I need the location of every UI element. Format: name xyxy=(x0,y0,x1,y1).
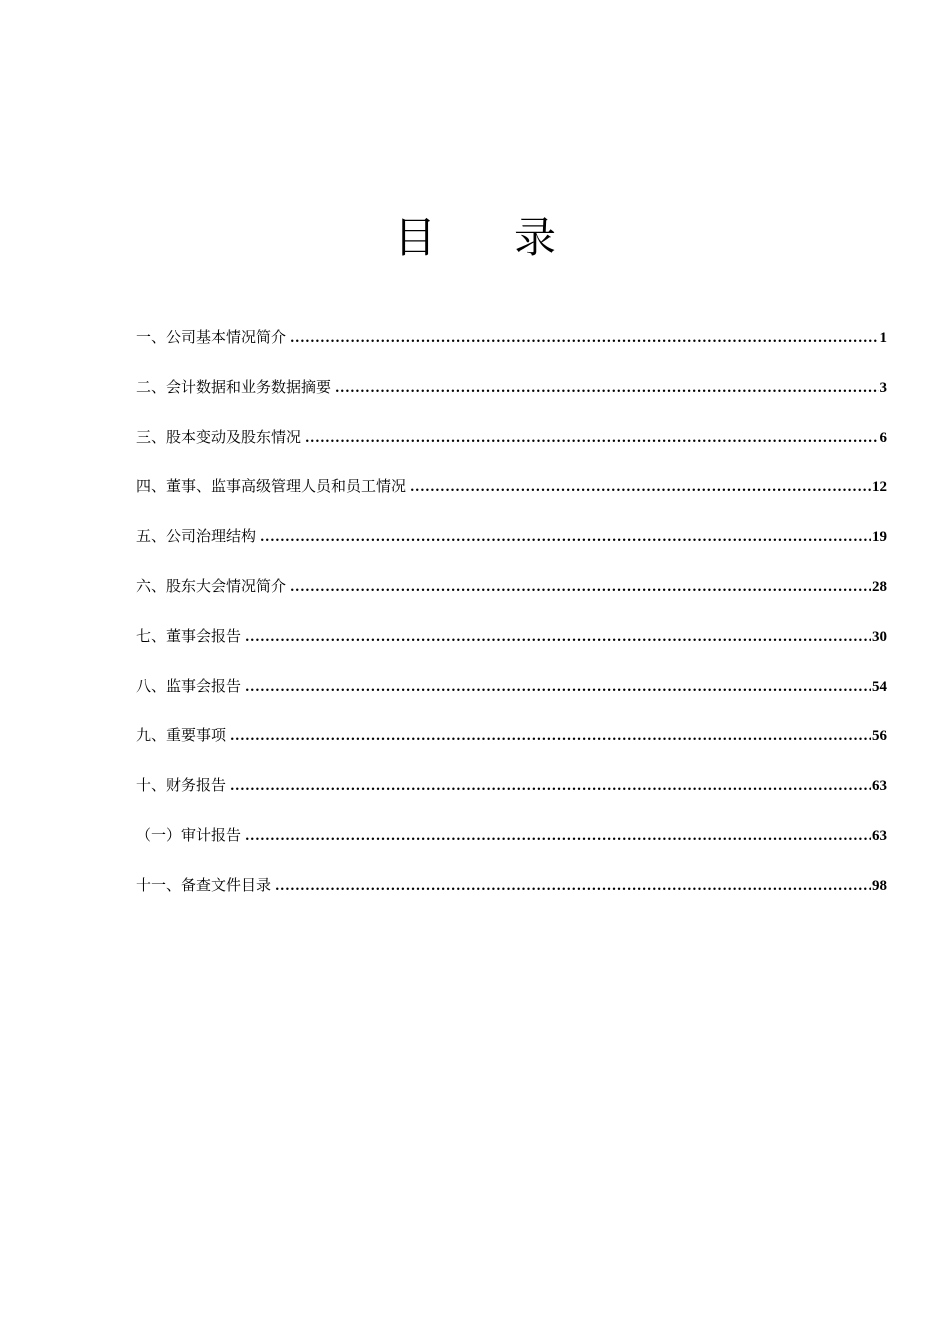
toc-entry-label: 七、董事会报告 xyxy=(136,626,242,645)
toc-entry-label: 五、公司治理结构 xyxy=(136,527,257,546)
table-of-contents xyxy=(136,323,887,921)
toc-entry-label: 六、股东大会情况简介 xyxy=(136,576,287,595)
toc-entry[interactable] xyxy=(136,373,887,423)
toc-entry[interactable] xyxy=(136,771,887,821)
toc-entry-page: 98 xyxy=(872,877,887,894)
toc-entry[interactable] xyxy=(136,323,887,373)
title-char-2: 录 xyxy=(514,213,557,262)
page-title xyxy=(0,210,950,266)
toc-entry-label: 九、重要事项 xyxy=(136,726,227,745)
dot-leader xyxy=(230,773,871,801)
toc-entry-page: 63 xyxy=(872,778,887,795)
toc-entry[interactable] xyxy=(136,423,887,473)
toc-entry-label: 十一、备查文件目录 xyxy=(136,875,272,894)
dot-leader xyxy=(245,624,871,652)
toc-entry-page: 12 xyxy=(872,479,887,496)
toc-entry[interactable] xyxy=(136,622,887,672)
toc-entry-label: 四、董事、监事高级管理人员和员工情况 xyxy=(136,477,407,496)
toc-entry-label: 一、公司基本情况简介 xyxy=(136,328,287,346)
dot-leader xyxy=(230,723,871,751)
toc-entry-page: 54 xyxy=(872,678,887,695)
dot-leader xyxy=(245,674,871,702)
dot-leader xyxy=(275,873,871,901)
toc-entry-label: 三、股本变动及股东情况 xyxy=(136,427,302,446)
toc-entry-page: 63 xyxy=(872,827,887,844)
toc-entry[interactable] xyxy=(136,522,887,572)
toc-entry-label: 八、监事会报告 xyxy=(136,676,242,695)
toc-entry[interactable] xyxy=(136,572,887,622)
toc-entry-label: 十、财务报告 xyxy=(136,776,227,795)
toc-entry-page: 30 xyxy=(872,628,887,645)
toc-entry[interactable] xyxy=(136,472,887,522)
dot-leader xyxy=(335,375,878,403)
dot-leader xyxy=(290,574,871,602)
dot-leader xyxy=(290,325,878,353)
toc-entry[interactable] xyxy=(136,871,887,921)
toc-entry[interactable] xyxy=(136,821,887,871)
toc-entry-page: 3 xyxy=(879,379,887,396)
dot-leader xyxy=(305,425,878,453)
toc-entry-label: （一）审计报告 xyxy=(136,825,242,844)
title-char-1: 目 xyxy=(393,213,436,262)
dot-leader xyxy=(410,474,871,502)
dot-leader xyxy=(245,823,871,851)
toc-entry-page: 19 xyxy=(872,529,887,546)
toc-entry[interactable] xyxy=(136,721,887,771)
toc-entry-page: 1 xyxy=(879,330,887,346)
toc-entry[interactable] xyxy=(136,672,887,722)
toc-entry-page: 6 xyxy=(879,429,887,446)
dot-leader xyxy=(260,524,871,552)
toc-entry-page: 56 xyxy=(872,728,887,745)
toc-entry-label: 二、会计数据和业务数据摘要 xyxy=(136,377,332,396)
toc-entry-page: 28 xyxy=(872,578,887,595)
